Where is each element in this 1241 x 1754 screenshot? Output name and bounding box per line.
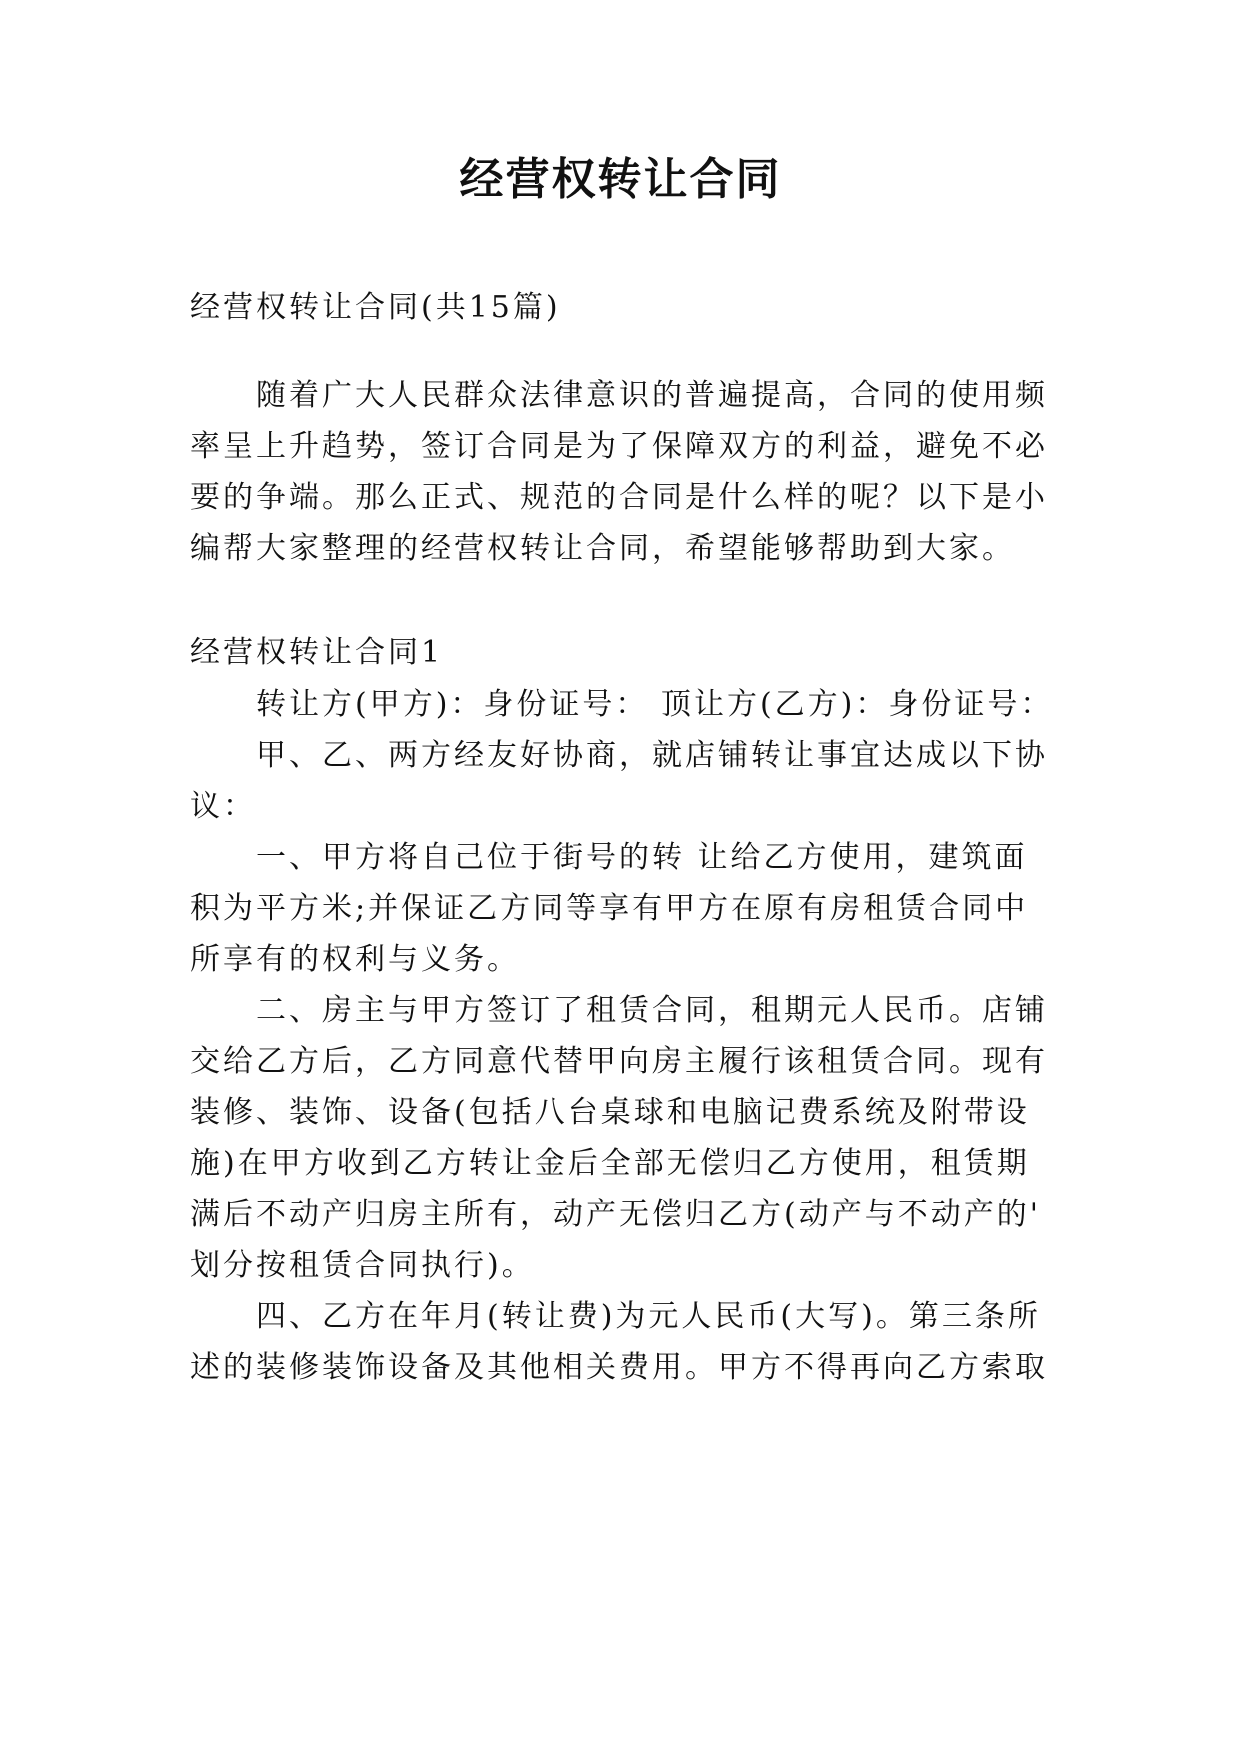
document-title: 经营权转让合同 (459, 154, 782, 205)
section-heading-1: 经营权转让合同1 (190, 635, 444, 670)
clause-2-line-1: 二、房主与甲方签订了租赁合同，租期元人民币。店铺 (256, 993, 1048, 1028)
intro-line-2: 率呈上升趋势，签订合同是为了保障双方的利益，避免不必 (190, 429, 1048, 464)
agreement-line-1: 甲、乙、两方经友好协商，就店铺转让事宜达成以下协 (256, 738, 1048, 773)
subtitle-line: 经营权转让合同(共15篇) (190, 290, 561, 325)
clause-1-line-2: 积为平方米;并保证乙方同等享有甲方在原有房租赁合同中 (190, 891, 1029, 926)
clause-2-line-5: 满后不动产归房主所有，动产无偿归乙方(动产与不动产的' (190, 1197, 1041, 1232)
agreement-line-2: 议： (190, 789, 256, 824)
intro-line-3: 要的争端。那么正式、规范的合同是什么样的呢？以下是小 (190, 480, 1048, 515)
clause-2-line-4: 施)在甲方收到乙方转让金后全部无偿归乙方使用，租赁期 (190, 1146, 1030, 1181)
clause-2-line-6: 划分按租赁合同执行)。 (190, 1248, 535, 1283)
clause-1-line-3: 所享有的权利与义务。 (190, 942, 520, 977)
clause-4-line-1: 四、乙方在年月(转让费)为元人民币(大写)。第三条所 (256, 1299, 1041, 1334)
clause-4-line-2: 述的装修装饰设备及其他相关费用。甲方不得再向乙方索取 (190, 1350, 1048, 1385)
intro-line-1: 随着广大人民群众法律意识的普遍提高，合同的使用频 (256, 378, 1048, 413)
parties-line: 转让方(甲方)：身份证号： 顶让方(乙方)：身份证号： (256, 687, 1054, 722)
clause-2-line-3: 装修、装饰、设备(包括八台桌球和电脑记费系统及附带设 (190, 1095, 1030, 1130)
clause-2-line-2: 交给乙方后，乙方同意代替甲向房主履行该租赁合同。现有 (190, 1044, 1048, 1079)
intro-line-4: 编帮大家整理的经营权转让合同，希望能够帮助到大家。 (190, 531, 1015, 566)
clause-1-line-1: 一、甲方将自己位于街号的转 让给乙方使用，建筑面 (256, 840, 1028, 875)
